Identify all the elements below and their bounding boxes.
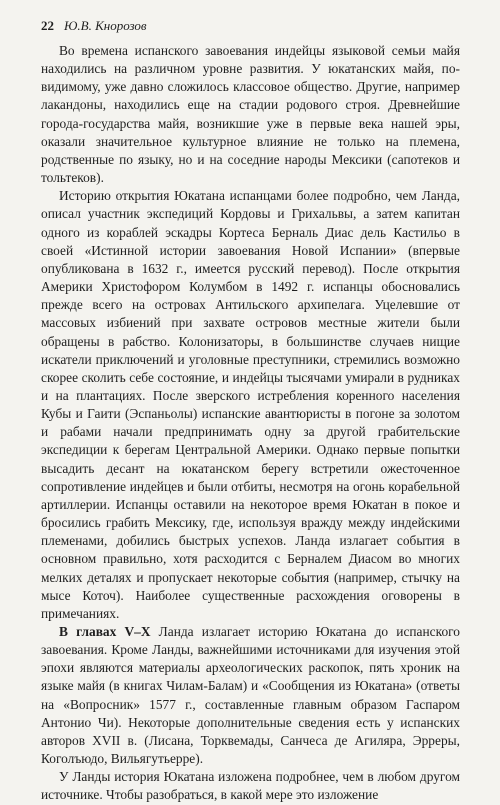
paragraph-text: Во времена испанского завоевания индейцы языковой семьи майя находились на различном уровне развития. У юкатанских майя, по-видимому, уже давно сложилось классовое общество. Другие, например лакандоны, находились еще на стадии родового строя. Древнейшие города-государства майя, возникшие уже в первые века нашей эры, оказали значительное культурное влияние не только на племена, родственные по языку, но и на соседние народы Мексики (сапотеков и тольтеков). — [41, 43, 460, 186]
paragraph-2 — [41, 187, 460, 623]
paragraph-text: Историю открытия Юкатана испанцами более подробно, чем Ланда, описал участник экспедиций Кордовы и Грихальвы, а затем капитан одного из кораблей эскадры Кортеса Берналь Диас дель Кастильо в своей «Истинной истории завоевания Новой Испании» (впервые опубликована в 1632 г., имеется русский перевод). После открытия Америки Христофором Колумбом в 1492 г. испанцы обосновались прежде всего на островах Антильского архипелага. Уцелевшие от массовых избиений при захвате островов местные жители были обращены в рабство. Колонизаторы, в большинстве случаев нищие искатели приключений и уголовные преступники, стремились возможно скорее сколить себе состояние, и индейцы тысячами умирали в рудниках и на плантациях. После зверского истребления коренного населения Кубы и Гаити (Эспаньолы) испанские авантюристы в погоне за золотом и рабами начали предпринимать одну за другой грабительские экспедиции к берегам Центральной Америки. Однако первые попытки высадить десант на юкатанском берегу встретили ожесточенное сопротивление индейцев и были отбиты, несмотря на огонь корабельной артиллерии. Испанцы оставили на некоторое время Юкатан в покое и бросились грабить Мексику, где, используя вражду между индейскими племенами, добились быстрых успехов. Ланда излагает события в основном правильно, хотя расходится с Берналем Диасом во многих мелких деталях и пропускает некоторые события (например, стычку на мысе Коточ). Наиболее существенные расхождения оговорены в примечаниях. — [41, 188, 460, 621]
paragraph-text: Ланда излагает историю Юкатана до испанского завоевания. Кроме Ланды, важнейшими источниками для изучения этой эпохи являются материалы археологических раскопок, пять хроник на языке майя (в книгах Чилам-Балам) и «Сообщения из Юкатана» (ответы на «Вопросник» 1577 г., составленные главным образом Гаспаром Антонио Чи). Некоторые дополнительные сведения есть у испанских авторов XVII в. (Лисана, Торквемады, Санчеса де Агиляра, Эрреры, Коголъюдо, Вильягутьерре). — [41, 624, 460, 767]
paragraph-text: У Ланды история Юкатана изложена подробнее, чем в любом другом источнике. Чтобы разобраться, в какой мере это изложение — [41, 769, 460, 803]
paragraph-4 — [41, 768, 460, 804]
paragraph-3 — [41, 623, 460, 768]
running-head: Ю.В. Кнорозов — [64, 18, 147, 33]
page-header — [41, 18, 460, 38]
paragraph-bold-lead: В главах V–X — [59, 624, 151, 639]
paragraph-1 — [41, 42, 460, 187]
page-number: 22 — [41, 18, 54, 33]
